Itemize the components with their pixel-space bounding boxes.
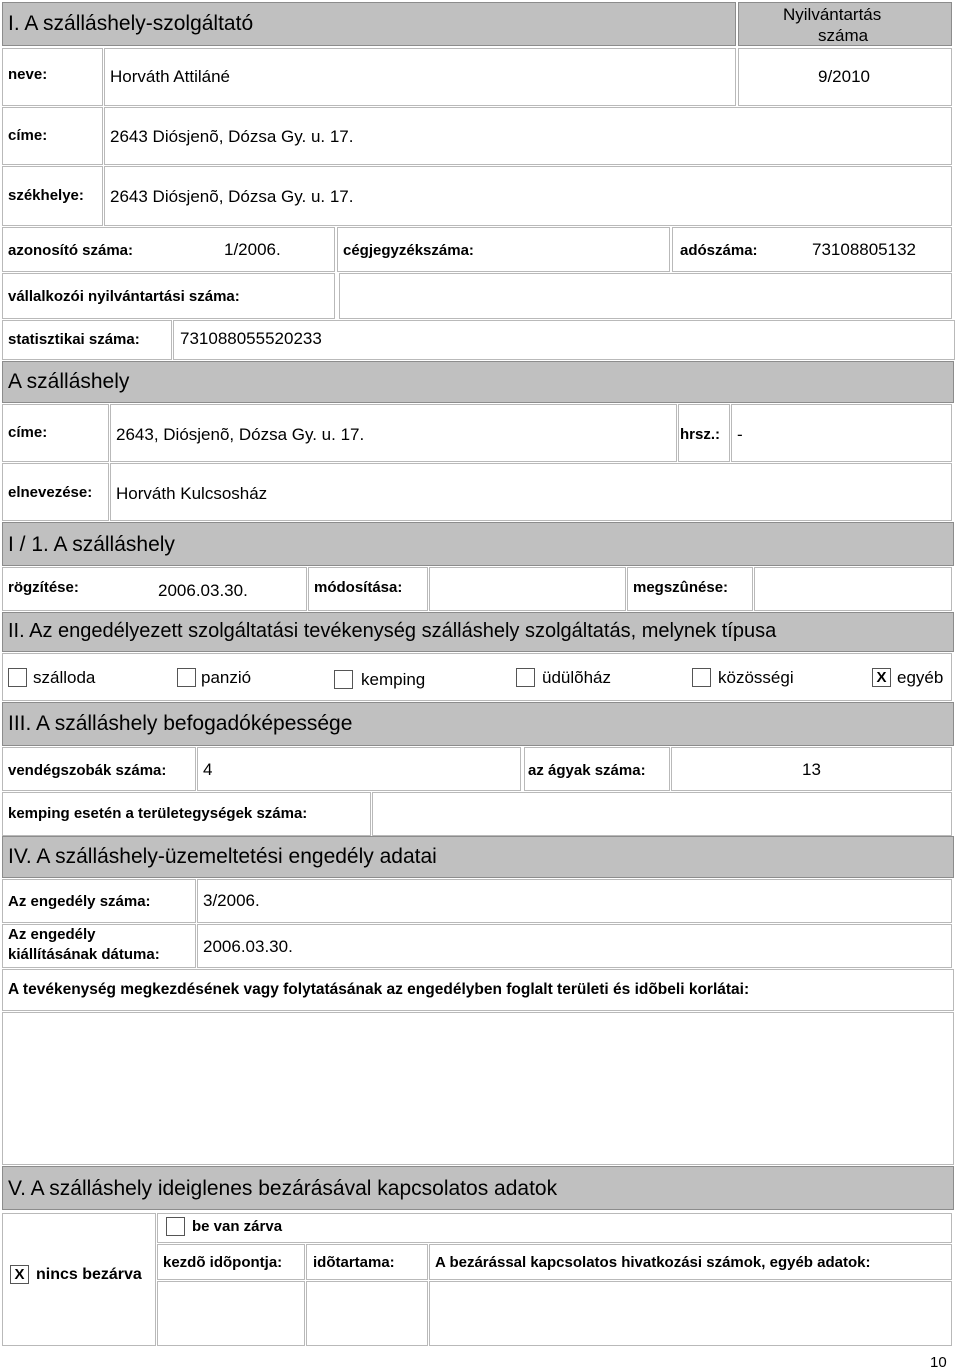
type-checkbox-szalloda[interactable] xyxy=(8,668,27,687)
duration-label: idõtartama: xyxy=(313,1254,395,1271)
type-checkbox-panzio[interactable] xyxy=(177,668,196,687)
rooms-value-cell xyxy=(197,747,521,791)
not-closed-label: nincs bezárva xyxy=(36,1266,142,1283)
permit-number-label: Az engedély száma: xyxy=(8,893,151,910)
hrsz-value-cell xyxy=(731,404,952,462)
registry-label-1: Nyilvántartás xyxy=(783,5,882,24)
permit-date-value-cell xyxy=(197,924,952,968)
provider-title: I. A szálláshely-szolgáltató xyxy=(8,12,254,35)
id-value: 1/2006. xyxy=(224,240,281,259)
acc-name-label: elnevezése: xyxy=(8,484,93,501)
recorded-value: 2006.03.30. xyxy=(158,581,248,600)
company-reg-label: cégjegyzékszáma: xyxy=(343,242,474,259)
type-label-kemping: kemping xyxy=(361,670,426,689)
limits-value-cell xyxy=(2,1012,954,1165)
type-label-egyeb: egyéb xyxy=(897,668,944,687)
stat-value: 731088055520233 xyxy=(180,329,322,348)
entrepreneur-value-cell xyxy=(339,273,952,319)
closed-label: be van zárva xyxy=(192,1218,283,1235)
type-label-panzio: panzió xyxy=(201,668,252,687)
recorded-label: rögzítése: xyxy=(8,579,79,596)
permit-date-label-2: kiállításának dátuma: xyxy=(8,946,160,963)
modified-label: módosítása: xyxy=(314,579,403,596)
terminated-value-cell xyxy=(754,567,952,611)
accommodation-title: A szálláshely xyxy=(8,370,130,393)
type-checkbox-egyeb[interactable]: X xyxy=(872,668,891,687)
modified-value-cell xyxy=(429,567,626,611)
permit-date-value: 2006.03.30. xyxy=(203,937,293,956)
capacity-title: III. A szálláshely befogadóképessége xyxy=(8,712,353,735)
entrepreneur-label: vállalkozói nyilvántartási száma: xyxy=(8,288,240,305)
type-checkbox-kozossegi[interactable] xyxy=(692,668,711,687)
permit-date-label-1: Az engedély xyxy=(8,926,96,943)
rooms-label: vendégszobák száma: xyxy=(8,762,167,779)
closure-title: V. A szálláshely ideiglenes bezárásával kapcsolatos adatok xyxy=(8,1177,558,1200)
tax-label: adószáma: xyxy=(680,242,758,259)
record-title: I / 1. A szálláshely xyxy=(8,533,175,556)
permit-number-value: 3/2006. xyxy=(203,891,260,910)
hrsz-value: - xyxy=(737,425,743,444)
type-label-kozossegi: közösségi xyxy=(718,668,794,687)
acc-address-value: 2643, Diósjenõ, Dózsa Gy. u. 17. xyxy=(116,425,365,444)
accommodation-header xyxy=(2,361,954,403)
stat-label: statisztikai száma: xyxy=(8,331,140,348)
permit-title: IV. A szálláshely-üzemeltetési engedély adatai xyxy=(8,845,437,868)
refs-value-cell xyxy=(429,1281,952,1346)
hrsz-label: hrsz.: xyxy=(680,426,721,443)
type-checkbox-udulohaz[interactable] xyxy=(516,668,535,687)
terminated-label: megszûnése: xyxy=(633,579,729,596)
type-label-udulohaz: üdülõház xyxy=(542,668,612,687)
not-closed-checkbox[interactable]: X xyxy=(10,1265,29,1284)
duration-value-cell xyxy=(306,1281,428,1346)
permit-number-value-cell xyxy=(197,879,952,923)
address-value: 2643 Diósjenõ, Dózsa Gy. u. 17. xyxy=(110,127,354,146)
registry-label-2: száma xyxy=(818,26,869,45)
rooms-value: 4 xyxy=(203,760,213,779)
id-label: azonosító száma: xyxy=(8,242,134,259)
name-label: neve: xyxy=(8,66,48,83)
start-value-cell xyxy=(157,1281,305,1346)
seat-label: székhelye: xyxy=(8,187,84,204)
name-value: Horváth Attiláné xyxy=(110,67,231,86)
start-label: kezdõ idõpontja: xyxy=(163,1254,283,1271)
limits-label: A tevékenység megkezdésének vagy folytatásának az engedélyben foglalt területi és idõbeli korlátai: xyxy=(8,981,750,998)
page-number: 10 xyxy=(930,1354,947,1371)
types-row xyxy=(2,653,952,701)
closed-checkbox[interactable] xyxy=(166,1217,185,1236)
camping-value-cell xyxy=(372,792,952,836)
acc-address-label: címe: xyxy=(8,424,48,441)
tax-value: 73108805132 xyxy=(812,240,917,259)
refs-label: A bezárással kapcsolatos hivatkozási számok, egyéb adatok: xyxy=(435,1254,871,1271)
seat-value: 2643 Diósjenõ, Dózsa Gy. u. 17. xyxy=(110,187,354,206)
type-checkbox-kemping[interactable] xyxy=(334,670,353,689)
registry-number: 9/2010 xyxy=(818,67,870,86)
address-label: címe: xyxy=(8,127,48,144)
type-label-szalloda: szálloda xyxy=(33,668,96,687)
acc-name-value: Horváth Kulcsosház xyxy=(116,484,268,503)
camping-label: kemping esetén a területegységek száma: xyxy=(8,805,308,822)
types-title: II. Az engedélyezett szolgáltatási tevékenység szálláshely szolgáltatás, melynek típusa xyxy=(8,620,777,642)
beds-value: 13 xyxy=(802,760,821,779)
beds-label: az ágyak száma: xyxy=(528,762,646,779)
